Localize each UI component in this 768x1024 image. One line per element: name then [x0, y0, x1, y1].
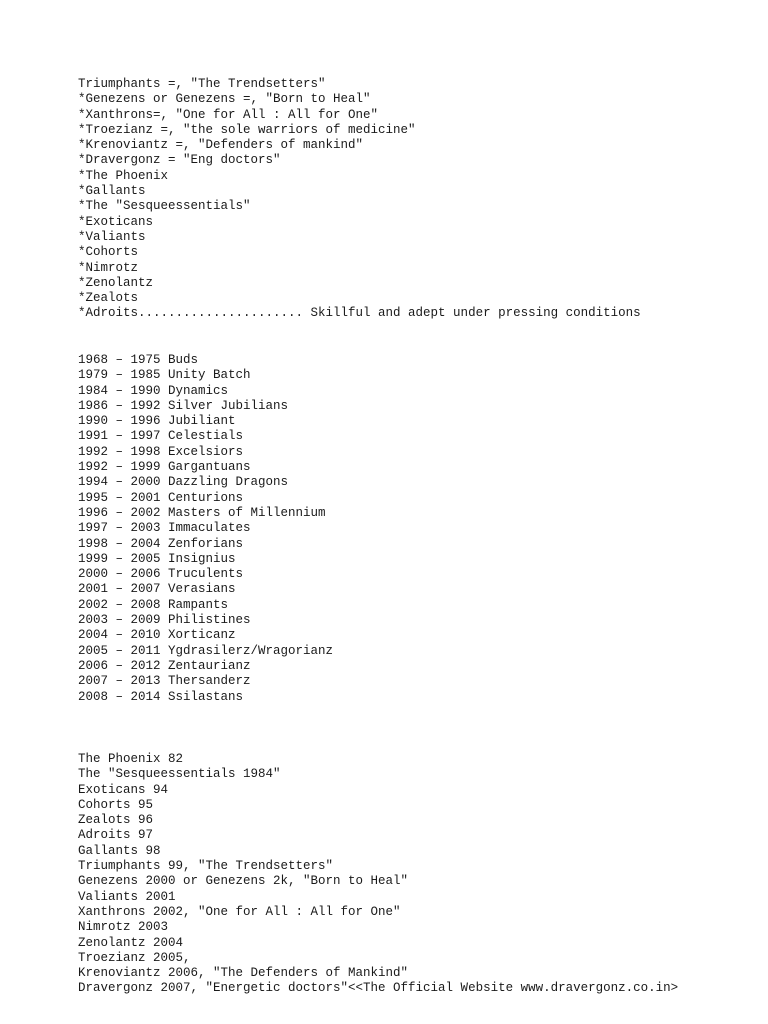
nickname-line: *Zenolantz — [78, 275, 154, 290]
batch-line: 1968 – 1975 Buds — [78, 353, 199, 367]
batch-line: 1995 – 2001 Centurions — [78, 490, 244, 505]
nickname-line: *Xanthrons=, "One for All : All for One" — [78, 107, 379, 122]
batch-line: 2003 – 2009 Philistines — [78, 613, 251, 628]
nickname-line: *Adroits...................... Skillful and adept under pressing conditions — [78, 306, 641, 321]
batch-line: 2002 – 2008 Rampants — [78, 597, 229, 612]
nickname-line: *Troezianz =, "the sole warriors of medicine" — [78, 122, 416, 137]
batch-line: 1986 – 1992 Silver Jubilians — [78, 398, 289, 413]
nickname-line: *Krenoviantz =, "Defenders of mankind" — [78, 138, 364, 153]
batch-by-year-line: Zenolantz 2004 — [78, 935, 184, 950]
batch-line: 1984 – 1990 Dynamics — [78, 383, 229, 398]
nickname-line: *Zealots — [78, 291, 139, 306]
nickname-line: *Exoticans — [78, 214, 154, 229]
batch-by-year-line: Nimrotz 2003 — [78, 920, 169, 935]
batch-line: 1999 – 2005 Insignius — [78, 551, 236, 566]
batch-line: 2007 – 2013 Thersanderz — [78, 674, 251, 689]
batch-line: 2005 – 2011 Ygdrasilerz/Wragorianz — [78, 643, 334, 658]
nickname-line: *Gallants — [78, 184, 146, 199]
batch-list — [78, 353, 333, 705]
batch-by-year-list — [78, 752, 678, 997]
batch-by-year-line: Valiants 2001 — [78, 889, 176, 904]
nickname-line: *The Phoenix — [78, 168, 169, 183]
batch-by-year-line: Gallants 98 — [78, 843, 161, 858]
batch-by-year-line: The Phoenix 82 — [78, 752, 184, 766]
batch-by-year-line: Zealots 96 — [78, 813, 154, 828]
nickname-line: *Nimrotz — [78, 260, 139, 275]
batch-line: 2001 – 2007 Verasians — [78, 582, 236, 597]
batch-line: 1998 – 2004 Zenforians — [78, 536, 244, 551]
nickname-line: *Genezens or Genezens =, "Born to Heal" — [78, 92, 371, 107]
batch-by-year-line: Genezens 2000 or Genezens 2k, "Born to Heal" — [78, 874, 409, 889]
nickname-list — [78, 77, 641, 322]
nickname-line: *Valiants — [78, 229, 146, 244]
nickname-line: *Dravergonz = "Eng doctors" — [78, 153, 281, 168]
batch-by-year-line: Troezianz 2005, — [78, 950, 191, 965]
batch-by-year-line: The "Sesqueessentials 1984" — [78, 767, 281, 782]
nickname-line: *The "Sesqueessentials" — [78, 199, 251, 214]
nickname-line: *Cohorts — [78, 245, 139, 260]
batch-by-year-line: Xanthrons 2002, "One for All : All for One" — [78, 904, 401, 919]
batch-line: 1979 – 1985 Unity Batch — [78, 368, 251, 383]
batch-by-year-line: Krenoviantz 2006, "The Defenders of Mankind" — [78, 966, 409, 981]
batch-by-year-line: Dravergonz 2007, "Energetic doctors"<<The Official Website www.dravergonz.co.in> — [78, 981, 679, 996]
batch-by-year-line: Exoticans 94 — [78, 782, 169, 797]
nickname-line: Triumphants =, "The Trendsetters" — [78, 77, 326, 91]
batch-by-year-line: Cohorts 95 — [78, 797, 154, 812]
batch-line: 1994 – 2000 Dazzling Dragons — [78, 475, 289, 490]
batch-line: 1996 – 2002 Masters of Millennium — [78, 505, 326, 520]
batch-line: 1991 – 1997 Celestials — [78, 429, 244, 444]
batch-by-year-line: Triumphants 99, "The Trendsetters" — [78, 859, 334, 874]
batch-line: 1997 – 2003 Immaculates — [78, 521, 251, 536]
batch-line: 1990 – 1996 Jubiliant — [78, 414, 236, 429]
batch-line: 2000 – 2006 Truculents — [78, 567, 244, 582]
batch-by-year-line: Adroits 97 — [78, 828, 154, 843]
batch-line: 1992 – 1998 Excelsiors — [78, 444, 244, 459]
batch-line: 1992 – 1999 Gargantuans — [78, 460, 251, 475]
batch-line: 2004 – 2010 Xorticanz — [78, 628, 236, 643]
batch-line: 2006 – 2012 Zentaurianz — [78, 658, 251, 673]
batch-line: 2008 – 2014 Ssilastans — [78, 689, 244, 704]
